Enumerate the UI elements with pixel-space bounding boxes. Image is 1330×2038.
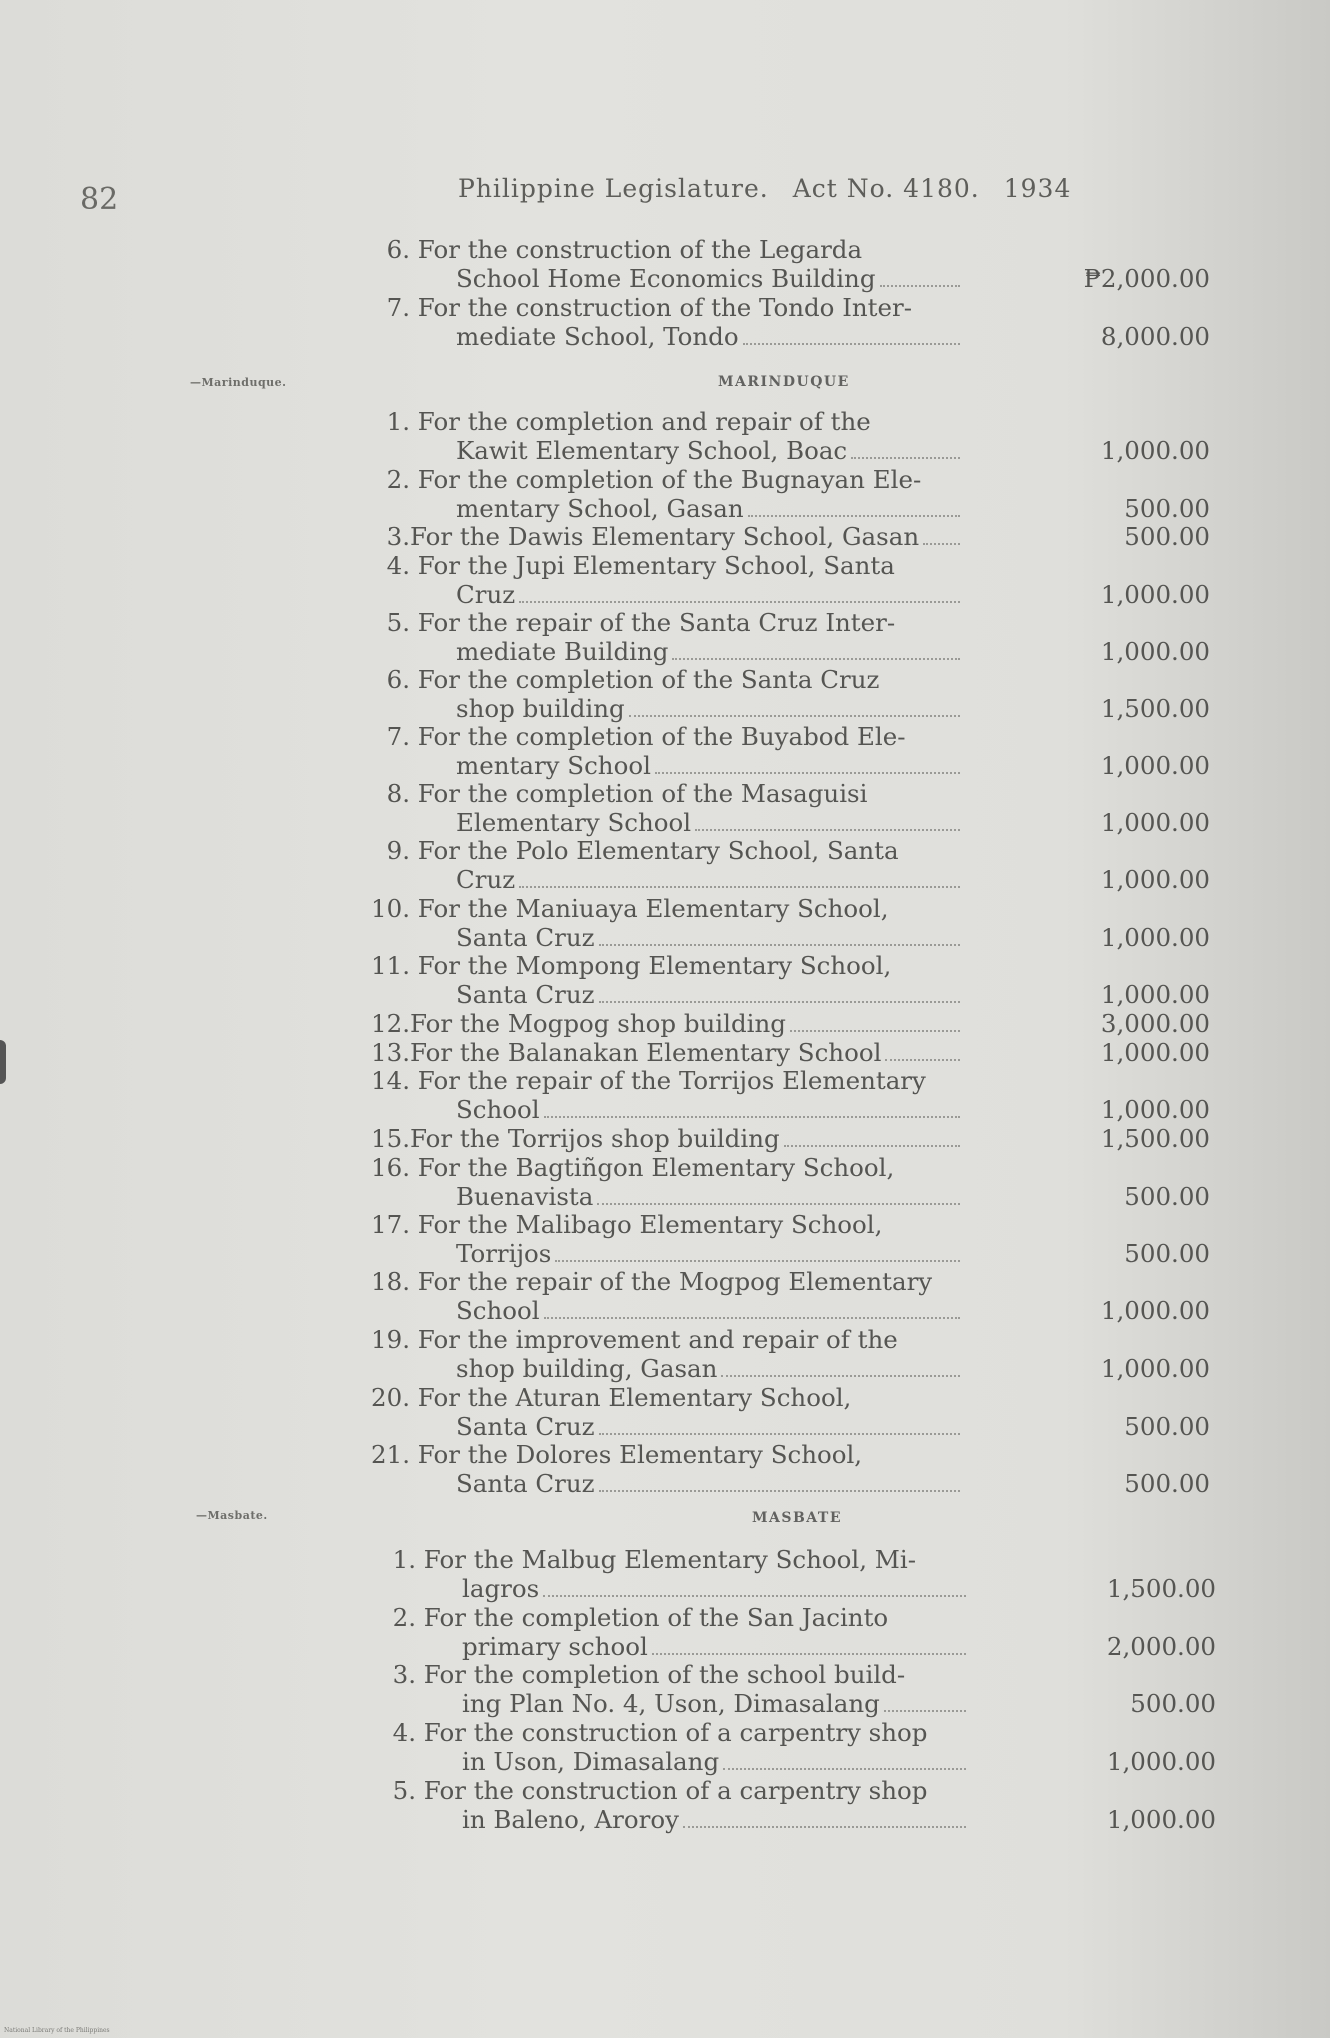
- item-line-2: [462, 1575, 966, 1604]
- item-number: 1.: [386, 407, 410, 436]
- item-text-continued: lagros: [462, 1574, 540, 1603]
- item-text-continued: Santa Cruz: [456, 923, 595, 952]
- item-text: For the Dolores Elementary School,: [417, 1440, 863, 1469]
- item-text-continued: Kawit Elementary School, Boac: [456, 436, 848, 465]
- item-amount: 1,000.00: [1100, 637, 1210, 666]
- item-text: For the Aturan Elementary School,: [417, 1383, 852, 1412]
- dot-leader: [599, 924, 960, 946]
- item-number: 18.: [371, 1267, 410, 1296]
- item-number: 6.: [386, 235, 410, 264]
- item-line-1: [376, 1546, 916, 1575]
- dot-leader: [721, 1355, 960, 1377]
- item-text: For the construction of the Legarda: [417, 235, 863, 264]
- item-text-continued: Santa Cruz: [456, 1469, 595, 1498]
- dot-leader: [885, 1039, 960, 1061]
- item-number: 9.: [386, 836, 410, 865]
- item-line-2: [456, 1096, 960, 1125]
- item-line-1: [370, 1010, 960, 1039]
- page-edge-mark: [0, 1040, 6, 1084]
- item-line-1: [370, 609, 895, 638]
- dot-leader: [683, 1806, 966, 1828]
- item-amount: 1,000.00: [1100, 1296, 1210, 1325]
- dot-leader: [519, 866, 960, 888]
- item-text-continued: in Baleno, Aroroy: [462, 1805, 679, 1834]
- item-number: 2.: [392, 1603, 416, 1632]
- item-text-continued: Cruz: [456, 580, 516, 609]
- dot-leader: [923, 523, 960, 545]
- item-line-2: [456, 437, 960, 466]
- item-text-continued: Santa Cruz: [456, 1412, 595, 1441]
- running-head-title: Philippine Legislature.: [458, 174, 769, 203]
- item-text-continued: primary school: [462, 1632, 648, 1661]
- dot-leader: [543, 1575, 966, 1597]
- item-line-1: [376, 1719, 927, 1748]
- item-number: 5.: [392, 1776, 416, 1805]
- dot-leader: [652, 1633, 966, 1655]
- item-line-1: [370, 1067, 926, 1096]
- dot-leader: [544, 1096, 960, 1118]
- item-amount: 500.00: [1130, 1689, 1216, 1718]
- item-amount: 1,000.00: [1100, 980, 1210, 1009]
- item-line-1: [370, 294, 912, 323]
- item-text-continued: shop building: [456, 694, 625, 723]
- item-amount: 500.00: [1124, 1412, 1210, 1441]
- item-line-2: [456, 752, 960, 781]
- item-text: For the Malbug Elementary School, Mi-: [423, 1545, 916, 1574]
- item-text: For the repair of the Santa Cruz Inter-: [417, 608, 896, 637]
- running-head-year: 1934: [1003, 174, 1072, 203]
- item-line-1: [370, 1125, 960, 1154]
- item-text: For the completion of the Santa Cruz: [417, 665, 880, 694]
- item-line-1: [370, 952, 891, 981]
- dot-leader: [519, 581, 960, 603]
- item-number: 6.: [386, 665, 410, 694]
- item-text-continued: mentary School: [456, 751, 651, 780]
- item-amount: 1,000.00: [1100, 1354, 1210, 1383]
- item-line-2: [456, 924, 960, 953]
- footer-credit: National Library of the Philippines: [4, 2027, 110, 2034]
- item-text: For the completion of the Buyabod Ele-: [417, 722, 906, 751]
- item-text: For the construction of the Tondo Inter-: [417, 293, 912, 322]
- dot-leader: [695, 809, 960, 831]
- item-text-continued: School Home Economics Building: [456, 264, 876, 293]
- item-line-1: [370, 1441, 862, 1470]
- item-text-continued: School: [456, 1095, 540, 1124]
- item-text: For the completion and repair of the: [417, 407, 871, 436]
- item-number: 14.: [371, 1066, 410, 1095]
- item-amount: 3,000.00: [1100, 1009, 1210, 1038]
- item-line-2: [456, 866, 960, 895]
- dot-leader: [790, 1010, 960, 1032]
- dot-leader: [748, 495, 960, 517]
- item-number: 19.: [371, 1325, 410, 1354]
- item-text-continued: School: [456, 1296, 540, 1325]
- item-line-2: [456, 1413, 960, 1442]
- item-number: 4.: [386, 551, 410, 580]
- item-amount: 1,000.00: [1100, 436, 1210, 465]
- item-text-continued: ing Plan No. 4, Uson, Dimasalang: [462, 1689, 880, 1718]
- item-amount: ₱2,000.00: [1083, 264, 1210, 293]
- item-text-continued: Elementary School: [456, 808, 692, 837]
- item-text: For the Maniuaya Elementary School,: [417, 894, 889, 923]
- sidenote-masbate: —Masbate.: [196, 1509, 268, 1522]
- item-text: For the repair of the Mogpog Elementary: [417, 1267, 933, 1296]
- item-number: 10.: [371, 894, 410, 923]
- item-line-2: [456, 809, 960, 838]
- item-text: For the Dawis Elementary School, Gasan: [410, 522, 920, 551]
- item-line-1: [370, 837, 899, 866]
- dot-leader: [655, 752, 960, 774]
- item-amount: 500.00: [1124, 494, 1210, 523]
- dot-leader: [544, 1297, 960, 1319]
- item-text: For the Polo Elementary School, Santa: [417, 836, 899, 865]
- item-amount: 1,000.00: [1100, 1095, 1210, 1124]
- dot-leader: [880, 265, 960, 287]
- item-text: For the completion of the Bugnayan Ele-: [417, 465, 922, 494]
- item-number: 2.: [386, 465, 410, 494]
- item-amount: 1,000.00: [1100, 865, 1210, 894]
- page-number: 82: [80, 182, 119, 217]
- dot-leader: [597, 1183, 960, 1205]
- item-line-2: [456, 1183, 960, 1212]
- item-text-continued: mediate School, Tondo: [456, 322, 739, 351]
- item-amount: 500.00: [1124, 1469, 1210, 1498]
- item-line-1: [370, 523, 960, 552]
- item-line-2: [456, 1355, 960, 1384]
- item-amount: 500.00: [1124, 522, 1210, 551]
- dot-leader: [629, 695, 960, 717]
- item-line-2: [456, 638, 960, 667]
- item-text: For the Mogpog shop building: [410, 1009, 786, 1038]
- running-head: [458, 174, 1071, 203]
- item-number: 16.: [371, 1153, 410, 1182]
- item-line-1: [370, 895, 888, 924]
- item-text: For the repair of the Torrijos Elementary: [417, 1066, 926, 1095]
- dot-leader: [784, 1125, 960, 1147]
- item-line-2: [462, 1633, 966, 1662]
- item-number: 7.: [386, 293, 410, 322]
- item-line-2: [456, 581, 960, 610]
- dot-leader: [743, 323, 960, 345]
- running-head-act: Act No. 4180.: [792, 174, 980, 203]
- page-header: [0, 170, 1330, 217]
- item-line-1: [376, 1604, 888, 1633]
- section-heading-masbate: MASBATE: [752, 1510, 842, 1526]
- item-amount: 1,000.00: [1100, 923, 1210, 952]
- item-amount: 1,000.00: [1100, 751, 1210, 780]
- dot-leader: [599, 981, 960, 1003]
- sidenote-marinduque: —Marinduque.: [190, 376, 287, 389]
- item-line-2: [456, 695, 960, 724]
- item-line-1: [370, 408, 871, 437]
- item-text: For the Jupi Elementary School, Santa: [417, 551, 895, 580]
- item-line-1: [370, 723, 906, 752]
- item-line-2: [462, 1748, 966, 1777]
- item-text: For the completion of the school build-: [423, 1660, 906, 1689]
- item-text-continued: mentary School, Gasan: [456, 494, 744, 523]
- item-line-2: [456, 323, 960, 352]
- item-amount: 1,500.00: [1106, 1574, 1216, 1603]
- item-amount: 500.00: [1124, 1239, 1210, 1268]
- item-line-1: [370, 466, 921, 495]
- item-number: 20.: [371, 1383, 410, 1412]
- item-line-1: [370, 552, 895, 581]
- item-text: For the Bagtiñgon Elementary School,: [417, 1153, 895, 1182]
- item-amount: 1,500.00: [1100, 694, 1210, 723]
- item-line-1: [370, 1039, 960, 1068]
- section-heading-marinduque: MARINDUQUE: [718, 374, 850, 390]
- item-text: For the construction of a carpentry shop: [423, 1718, 928, 1747]
- item-line-1: [370, 1154, 894, 1183]
- item-line-2: [462, 1690, 966, 1719]
- item-text-continued: Torrijos: [456, 1239, 552, 1268]
- item-amount: 2,000.00: [1106, 1632, 1216, 1661]
- item-line-1: [370, 780, 867, 809]
- dot-leader: [555, 1240, 960, 1262]
- item-text: For the Balanakan Elementary School: [410, 1038, 882, 1067]
- item-number: 21.: [371, 1440, 410, 1469]
- item-line-1: [376, 1661, 905, 1690]
- item-number: 13.: [371, 1038, 410, 1067]
- dot-leader: [599, 1413, 960, 1435]
- dot-leader: [599, 1470, 960, 1492]
- item-text-continued: Cruz: [456, 865, 516, 894]
- item-number: 5.: [386, 608, 410, 637]
- item-text-continued: in Uson, Dimasalang: [462, 1747, 720, 1776]
- item-amount: 1,000.00: [1106, 1747, 1216, 1776]
- item-amount: 500.00: [1124, 1182, 1210, 1211]
- item-line-1: [370, 1384, 851, 1413]
- item-line-1: [370, 236, 862, 265]
- item-text: For the Malibago Elementary School,: [417, 1210, 883, 1239]
- item-text: For the Mompong Elementary School,: [417, 951, 892, 980]
- item-number: 17.: [371, 1210, 410, 1239]
- item-line-1: [370, 1326, 898, 1355]
- item-line-2: [456, 1240, 960, 1269]
- item-line-2: [456, 495, 960, 524]
- item-text: For the improvement and repair of the: [417, 1325, 898, 1354]
- item-number: 3.: [392, 1660, 416, 1689]
- item-line-1: [376, 1777, 927, 1806]
- item-text-continued: Santa Cruz: [456, 980, 595, 1009]
- item-line-2: [456, 981, 960, 1010]
- item-line-2: [456, 265, 960, 294]
- item-number: 1.: [392, 1545, 416, 1574]
- item-line-1: [370, 666, 879, 695]
- dot-leader: [672, 638, 960, 660]
- item-number: 3.: [386, 522, 410, 551]
- item-amount: 1,000.00: [1100, 808, 1210, 837]
- item-text-continued: shop building, Gasan: [456, 1354, 718, 1383]
- item-line-2: [456, 1470, 960, 1499]
- dot-leader: [723, 1748, 966, 1770]
- item-text: For the Torrijos shop building: [410, 1124, 780, 1153]
- item-amount: 1,000.00: [1100, 1038, 1210, 1067]
- item-text-continued: Buenavista: [456, 1182, 594, 1211]
- item-number: 7.: [386, 722, 410, 751]
- item-text-continued: mediate Building: [456, 637, 669, 666]
- dot-leader: [884, 1690, 966, 1712]
- item-line-1: [370, 1211, 882, 1240]
- item-line-2: [462, 1806, 966, 1835]
- item-text: For the construction of a carpentry shop: [423, 1776, 928, 1805]
- item-line-1: [370, 1268, 932, 1297]
- item-number: 11.: [371, 951, 410, 980]
- item-amount: 1,000.00: [1106, 1805, 1216, 1834]
- item-number: 15.: [371, 1124, 410, 1153]
- item-line-2: [456, 1297, 960, 1326]
- item-amount: 8,000.00: [1100, 322, 1210, 351]
- item-number: 8.: [386, 779, 410, 808]
- item-text: For the completion of the Masaguisi: [417, 779, 868, 808]
- item-number: 4.: [392, 1718, 416, 1747]
- item-amount: 1,500.00: [1100, 1124, 1210, 1153]
- dot-leader: [851, 437, 960, 459]
- item-text: For the completion of the San Jacinto: [423, 1603, 889, 1632]
- item-number: 12.: [371, 1009, 410, 1038]
- item-amount: 1,000.00: [1100, 580, 1210, 609]
